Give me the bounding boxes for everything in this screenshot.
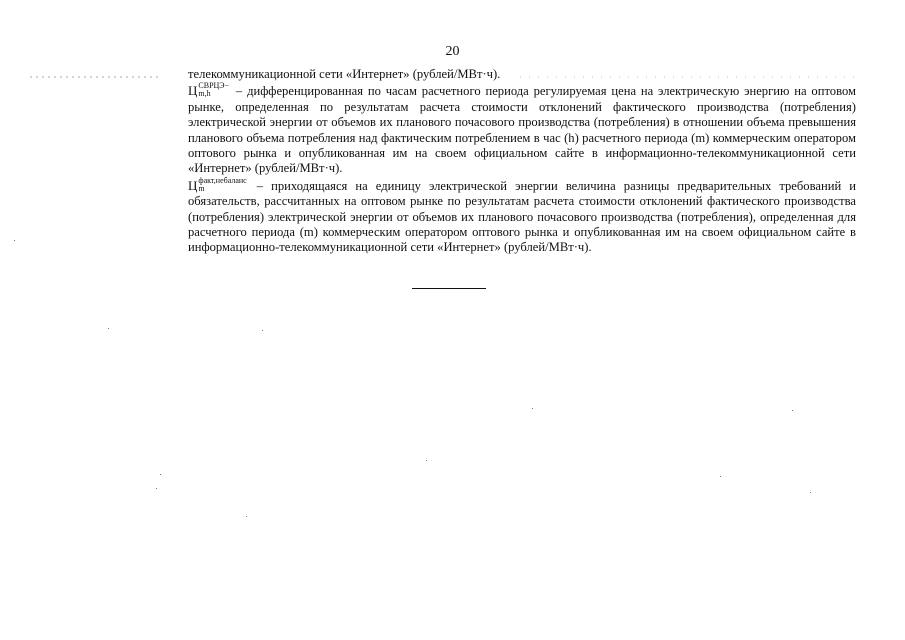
paragraph-text: – приходящаяся на единицу электрической энергии величина разницы предварительных требований и обязательств, рассчитанных на оптовом рынке по результатам расчета стоимости отклонений фактического производства (потребления) электрической энергии от объемов их планового почасового производства (потребления), определенная для расчетного периода (m) коммерческим оператором оптового рынка и опубликованная им на своем официальном сайте в информационно-телекоммуникационной сети «Интернет» (рублей/МВт·ч). bbox=[188, 178, 856, 255]
page-number: 20 bbox=[445, 44, 460, 59]
paragraph-text: телекоммуникационной сети «Интернет» (рублей/МВт·ч). bbox=[188, 67, 501, 81]
scan-speck bbox=[14, 240, 15, 241]
definition-paragraph bbox=[188, 82, 856, 176]
scan-speck bbox=[262, 330, 263, 331]
end-of-text-rule bbox=[412, 288, 486, 289]
scan-speck bbox=[720, 476, 721, 477]
symbol-base: Ц bbox=[188, 83, 198, 99]
paragraph-continuation bbox=[188, 67, 856, 82]
formula-symbol bbox=[188, 177, 249, 193]
symbol-base: Ц bbox=[188, 177, 198, 193]
symbol-indices bbox=[198, 177, 246, 193]
symbol-subscript: m bbox=[198, 183, 205, 193]
scan-speck bbox=[792, 410, 793, 411]
scan-speck bbox=[108, 328, 109, 329]
scan-speck bbox=[160, 474, 161, 475]
scan-speck bbox=[532, 408, 533, 409]
scan-speck bbox=[156, 488, 157, 489]
symbol-superscript: факт,небаланс bbox=[198, 175, 247, 185]
paragraph-text: – дифференцированная по часам расчетного периода регулируемая цена на электрическую энергию на оптовом рынке, определенная по результатам расчета стоимости отклонений фактического производства (потребления) электрической энергии от объемов их планового почасового производства (потребления) в отношении объема превышения планового объема потребления над фактическим потреблением в час (h) расчетного периода (m) коммерческим оператором оптового рынка и опубликованная им на своем официальном сайте в информационно-телекоммуникационной сети «Интернет» (рублей/МВт·ч). bbox=[188, 84, 856, 176]
scan-noise-left bbox=[30, 76, 160, 78]
document-body bbox=[188, 67, 856, 256]
scan-speck bbox=[426, 460, 427, 461]
formula-symbol bbox=[188, 82, 231, 98]
scan-speck bbox=[810, 492, 811, 493]
symbol-indices bbox=[198, 82, 229, 98]
definition-paragraph bbox=[188, 177, 856, 256]
symbol-subscript: m,h bbox=[198, 89, 211, 99]
symbol-superscript: СВРЦЭ− bbox=[198, 81, 230, 91]
scan-speck bbox=[246, 516, 247, 517]
